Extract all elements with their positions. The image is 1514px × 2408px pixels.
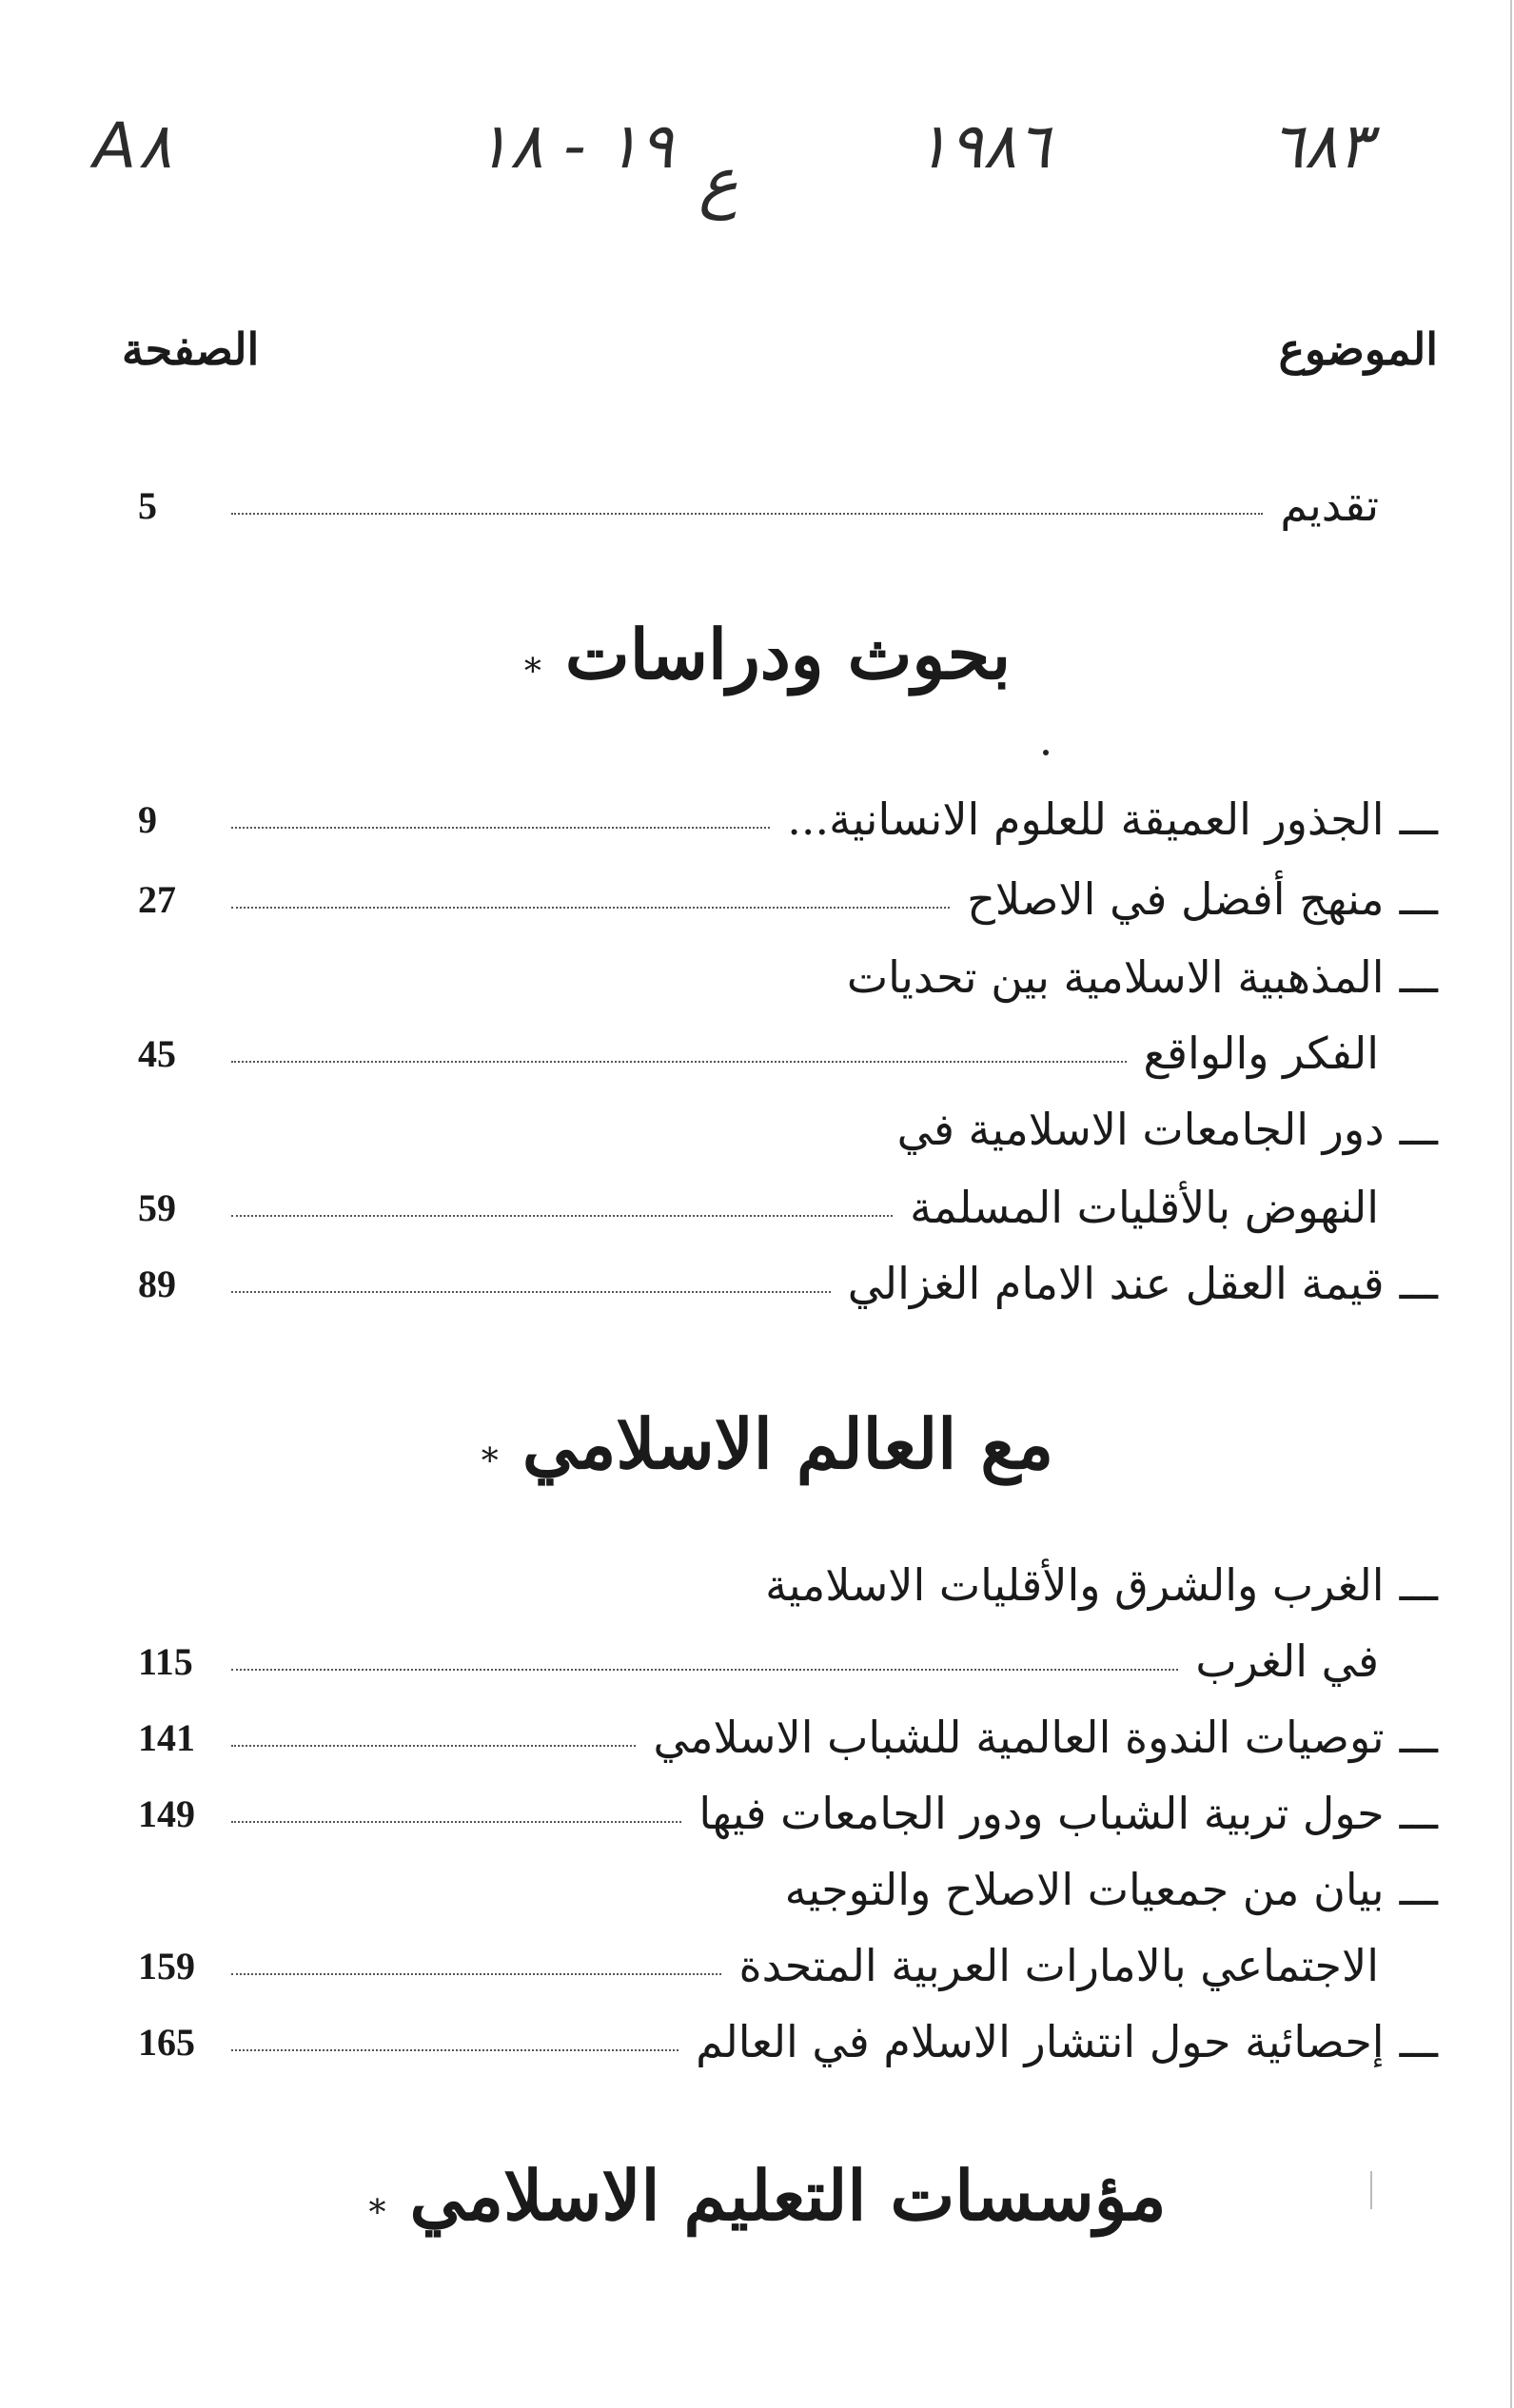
toc-entry[interactable]: [138, 1784, 1438, 1843]
leader-dots: [231, 513, 1263, 515]
toc-page-number: 59: [138, 1185, 176, 1229]
section-title: مؤسسات التعليم الاسلامي: [409, 2155, 1167, 2236]
toc-entry-title: الجذور العميقة للعلوم الانسانية...: [787, 793, 1385, 845]
toc-entry-title: المذهبية الاسلامية بين تحديات: [846, 951, 1385, 1003]
toc-entry[interactable]: [138, 2012, 1438, 2071]
handwritten-note: A٨: [93, 109, 172, 183]
toc-entry-title: توصيات الندوة العالمية للشباب الاسلامي: [653, 1712, 1385, 1763]
toc-entry-intro[interactable]: [138, 476, 1438, 535]
toc-page-number: 141: [138, 1715, 195, 1759]
handwritten-note: ع: [698, 143, 738, 221]
dash-marker: ـــ: [1399, 793, 1438, 845]
leader-dots: [231, 827, 770, 829]
dash-marker: ـــ: [1399, 1104, 1438, 1155]
page-column-heading: الصفحة: [122, 323, 260, 375]
leader-dots: [231, 1291, 831, 1293]
leader-dots: [231, 2049, 678, 2051]
section-heading: [0, 1403, 1514, 1484]
asterisk-icon: ⁎: [481, 1430, 499, 1470]
toc-page-number: 165: [138, 2020, 195, 2064]
subject-column-heading: الموضوع: [1278, 323, 1438, 375]
toc-page-number: 5: [138, 483, 157, 527]
toc-entry-title: إحصائية حول انتشار الاسلام في العالم: [696, 2016, 1385, 2067]
toc-entry-title: الغرب والشرق والأقليات الاسلامية: [765, 1559, 1385, 1611]
toc-page-number: 9: [138, 797, 157, 841]
toc-entry-title: منهج أفضل في الاصلاح: [967, 873, 1385, 925]
toc-entry-title: دور الجامعات الاسلامية في: [896, 1104, 1385, 1155]
handwritten-note: ١٩ - ١٨: [476, 109, 674, 183]
leader-dots: [231, 1215, 893, 1217]
toc-entry-continuation[interactable]: [138, 1178, 1438, 1237]
toc-entry-continuation[interactable]: [138, 1632, 1438, 1691]
leader-dots: [231, 1061, 1127, 1063]
toc-page-number: 89: [138, 1262, 176, 1305]
toc-entry-continuation[interactable]: [138, 1936, 1438, 1995]
toc-entry-title: تقديم: [1280, 480, 1379, 531]
handwritten-note: ١٩٨٦: [915, 109, 1051, 183]
leader-dots: [231, 1973, 721, 1975]
toc-entry[interactable]: [138, 1254, 1438, 1313]
dash-marker: ـــ: [1399, 873, 1438, 925]
dash-marker: ـــ: [1399, 1712, 1438, 1763]
handwritten-note: ٦٨٣: [1270, 109, 1372, 183]
toc-page-number: 115: [138, 1639, 193, 1683]
dash-marker: ـــ: [1399, 1864, 1438, 1915]
margin-mark: [1370, 2171, 1372, 2209]
toc-entry[interactable]: [138, 790, 1438, 849]
toc-page-number: 159: [138, 1944, 195, 1987]
toc-page-number: 27: [138, 877, 176, 921]
toc-entry-title-cont: الفكر والواقع: [1143, 1028, 1379, 1079]
leader-dots: [231, 1745, 636, 1747]
leader-dots: [231, 1821, 681, 1823]
toc-entry-continuation[interactable]: [138, 1024, 1438, 1083]
section-title: بحوث ودراسات: [564, 614, 1012, 695]
dash-marker: ـــ: [1399, 1559, 1438, 1611]
toc-entry-title-cont: في الغرب: [1195, 1635, 1379, 1687]
leader-dots: [231, 907, 950, 909]
toc-entry[interactable]: [138, 948, 1438, 1007]
toc-entry-title: حول تربية الشباب ودور الجامعات فيها: [698, 1788, 1385, 1839]
toc-entry[interactable]: [138, 1860, 1438, 1919]
section-heading: [0, 2155, 1514, 2236]
dash-marker: ـــ: [1399, 2016, 1438, 2067]
toc-entry[interactable]: [138, 1708, 1438, 1767]
section-title: مع العالم الاسلامي: [521, 1403, 1054, 1484]
toc-entry-title: قيمة العقل عند الامام الغزالي: [847, 1258, 1385, 1309]
dash-marker: ـــ: [1399, 951, 1438, 1003]
toc-entry-title-cont: النهوض بالأقليات المسلمة: [910, 1182, 1379, 1233]
toc-entry-title: بيان من جمعيات الاصلاح والتوجيه: [784, 1864, 1385, 1915]
asterisk-icon: ⁎: [368, 2182, 386, 2222]
toc-page-number: 149: [138, 1791, 195, 1835]
toc-entry[interactable]: [138, 1556, 1438, 1615]
toc-entry-title-cont: الاجتماعي بالامارات العربية المتحدة: [738, 1940, 1379, 1991]
page-edge: [1510, 0, 1512, 2408]
toc-entry[interactable]: [138, 870, 1438, 929]
dash-marker: ـــ: [1399, 1258, 1438, 1309]
print-speck: [1043, 750, 1049, 755]
section-heading: [0, 614, 1514, 695]
leader-dots: [231, 1669, 1178, 1671]
toc-entry[interactable]: [138, 1100, 1438, 1159]
toc-page-number: 45: [138, 1031, 176, 1075]
asterisk-icon: ⁎: [523, 640, 541, 680]
dash-marker: ـــ: [1399, 1788, 1438, 1839]
